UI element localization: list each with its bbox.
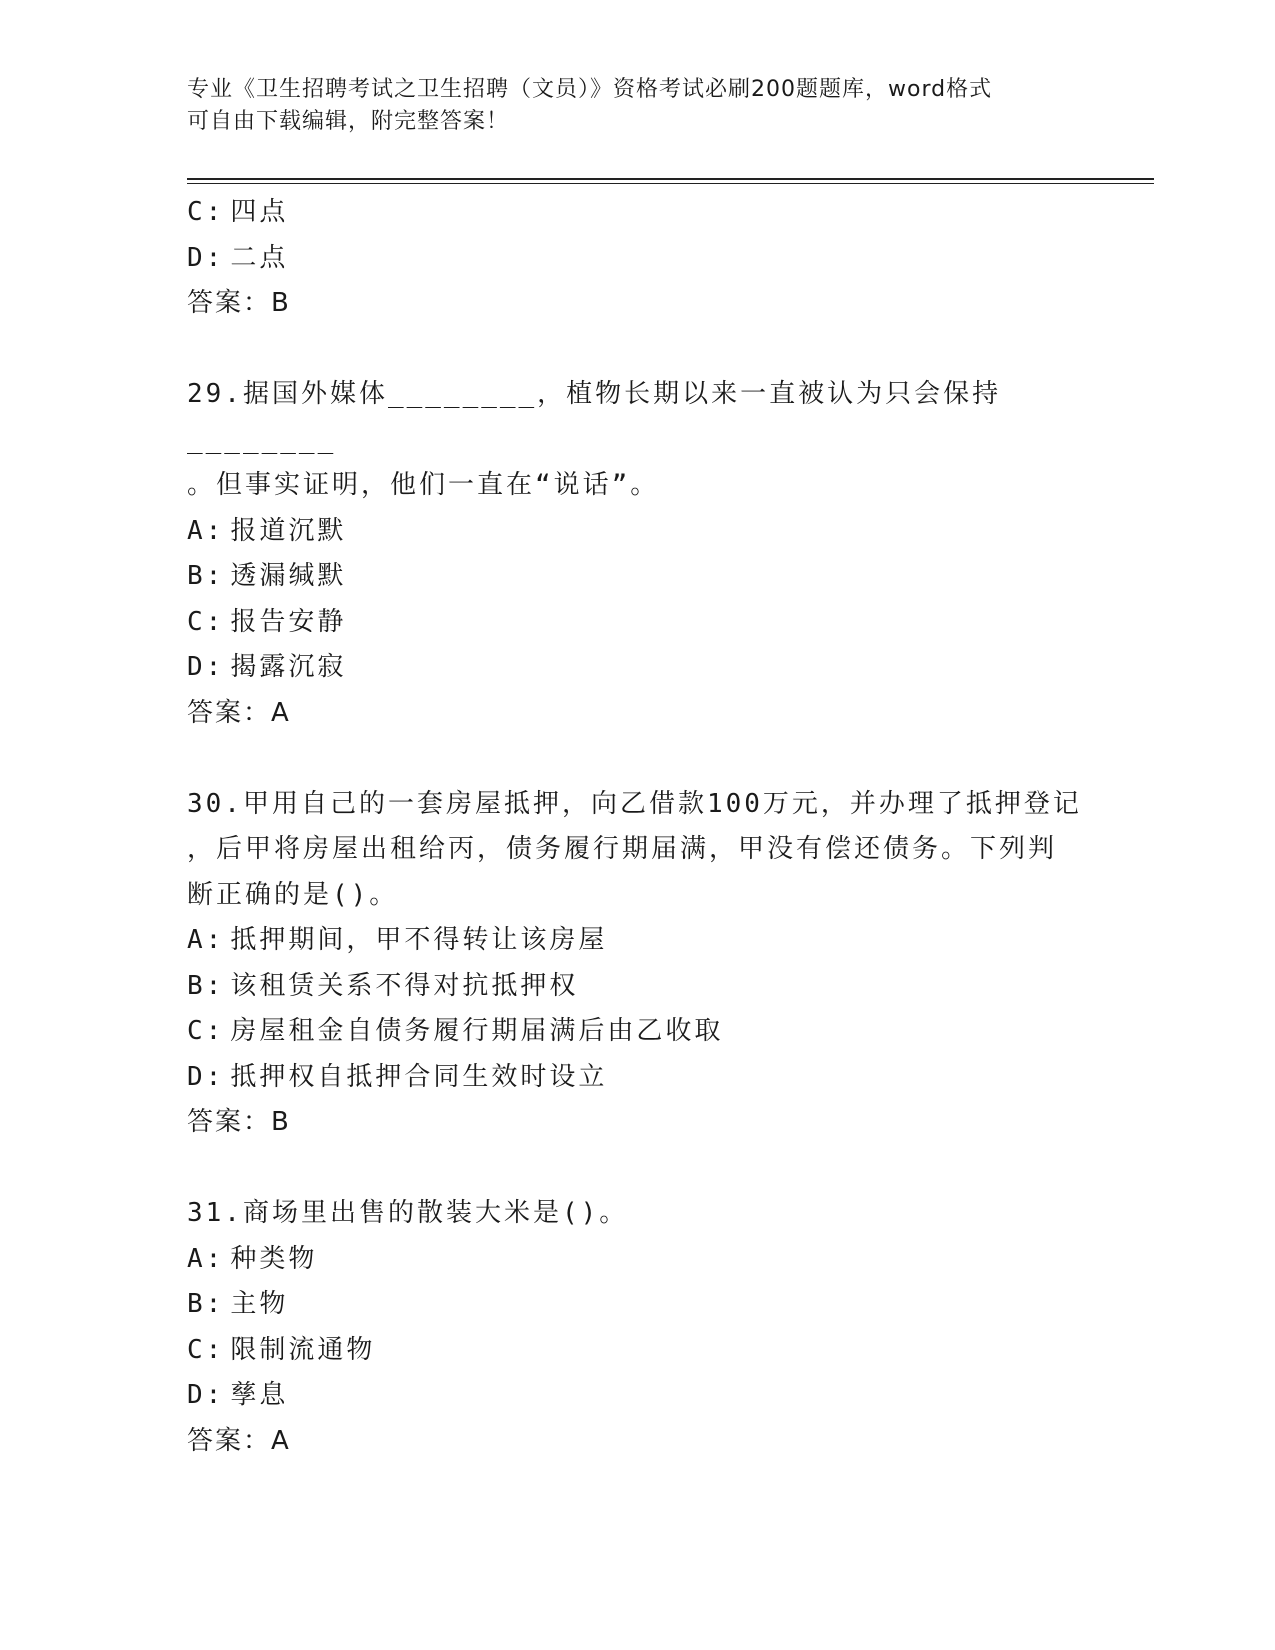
option-b [187,964,1087,1010]
document-header [187,74,1067,138]
option-text: 抵押权自抵押合同生效时设立 [230,1061,608,1092]
question-29 [187,372,1087,736]
option-a [187,509,1087,555]
option-c [187,1328,1087,1374]
option-key: C: [187,1334,225,1365]
question-stem-line: 30.甲用自己的一套房屋抵押，向乙借款100万元，并办理了抵押登记 [187,788,1082,819]
question-31 [187,1191,1087,1464]
option-key: D: [187,652,225,682]
option-key: D: [187,1380,225,1410]
question-stem-line: 断正确的是()。 [187,879,399,910]
question-30 [187,782,1087,1146]
option-d [187,1373,1087,1419]
option-text: 孳息 [230,1380,289,1410]
question-stem-line: 。但事实证明，他们一直在“说话”。 [187,470,660,500]
header-divider-thick [187,178,1154,180]
option-b [187,554,1087,600]
document-body [187,190,1087,1464]
option-text: 透漏缄默 [230,561,347,591]
option-b [187,1282,1087,1328]
option-text: 抵押期间，甲不得转让该房屋 [230,925,608,955]
spacer [187,736,1087,782]
option-text: 二点 [230,242,289,273]
header-title-line-1: 专业《卫生招聘考试之卫生招聘（文员）》资格考试必刷200题题库，word格式 [187,77,993,102]
previous-question-tail [187,190,1087,327]
option-key: B: [187,1289,225,1319]
option-d [187,1055,1087,1101]
option-d [187,236,1087,282]
question-stem-line: 31.商场里出售的散装大米是()。 [187,1198,629,1228]
option-c [187,600,1087,646]
option-c [187,1009,1087,1055]
option-text: 主物 [230,1289,289,1319]
option-key: D: [187,1061,225,1092]
option-key: B: [187,970,225,1001]
option-c [187,190,1087,236]
option-text: 限制流通物 [230,1334,376,1365]
option-text: 四点 [230,197,289,227]
option-key: A: [187,1243,225,1274]
option-key: C: [187,606,225,637]
option-key: C: [187,197,225,227]
question-stem-line: 29.据国外媒体________，植物长期以来一直被认为只会保持________ [187,379,1002,455]
header-divider-thin [187,183,1154,184]
option-a [187,918,1087,964]
header-title-line-2: 可自由下载编辑，附完整答案！ [187,109,510,134]
option-text: 揭露沉寂 [230,652,347,682]
answer-line: 答案：B [187,1107,291,1137]
option-text: 报道沉默 [230,515,347,546]
option-key: B: [187,561,225,591]
answer-line: 答案：A [187,1425,291,1456]
answer-line: 答案：A [187,697,291,728]
option-text: 种类物 [230,1243,318,1274]
option-text: 房屋租金自债务履行期届满后由乙收取 [230,1016,724,1046]
option-d [187,645,1087,691]
option-key: A: [187,515,225,546]
answer-line: 答案：B [187,288,291,318]
option-text: 报告安静 [230,606,347,637]
option-key: C: [187,1016,225,1046]
spacer [187,1146,1087,1192]
option-key: D: [187,242,225,273]
option-key: A: [187,925,225,955]
question-stem-line: ，后甲将房屋出租给丙，债务履行期届满，甲没有偿还债务。下列判 [187,834,1058,864]
option-text: 该租赁关系不得对抗抵押权 [230,970,579,1001]
spacer [187,327,1087,373]
option-a [187,1237,1087,1283]
